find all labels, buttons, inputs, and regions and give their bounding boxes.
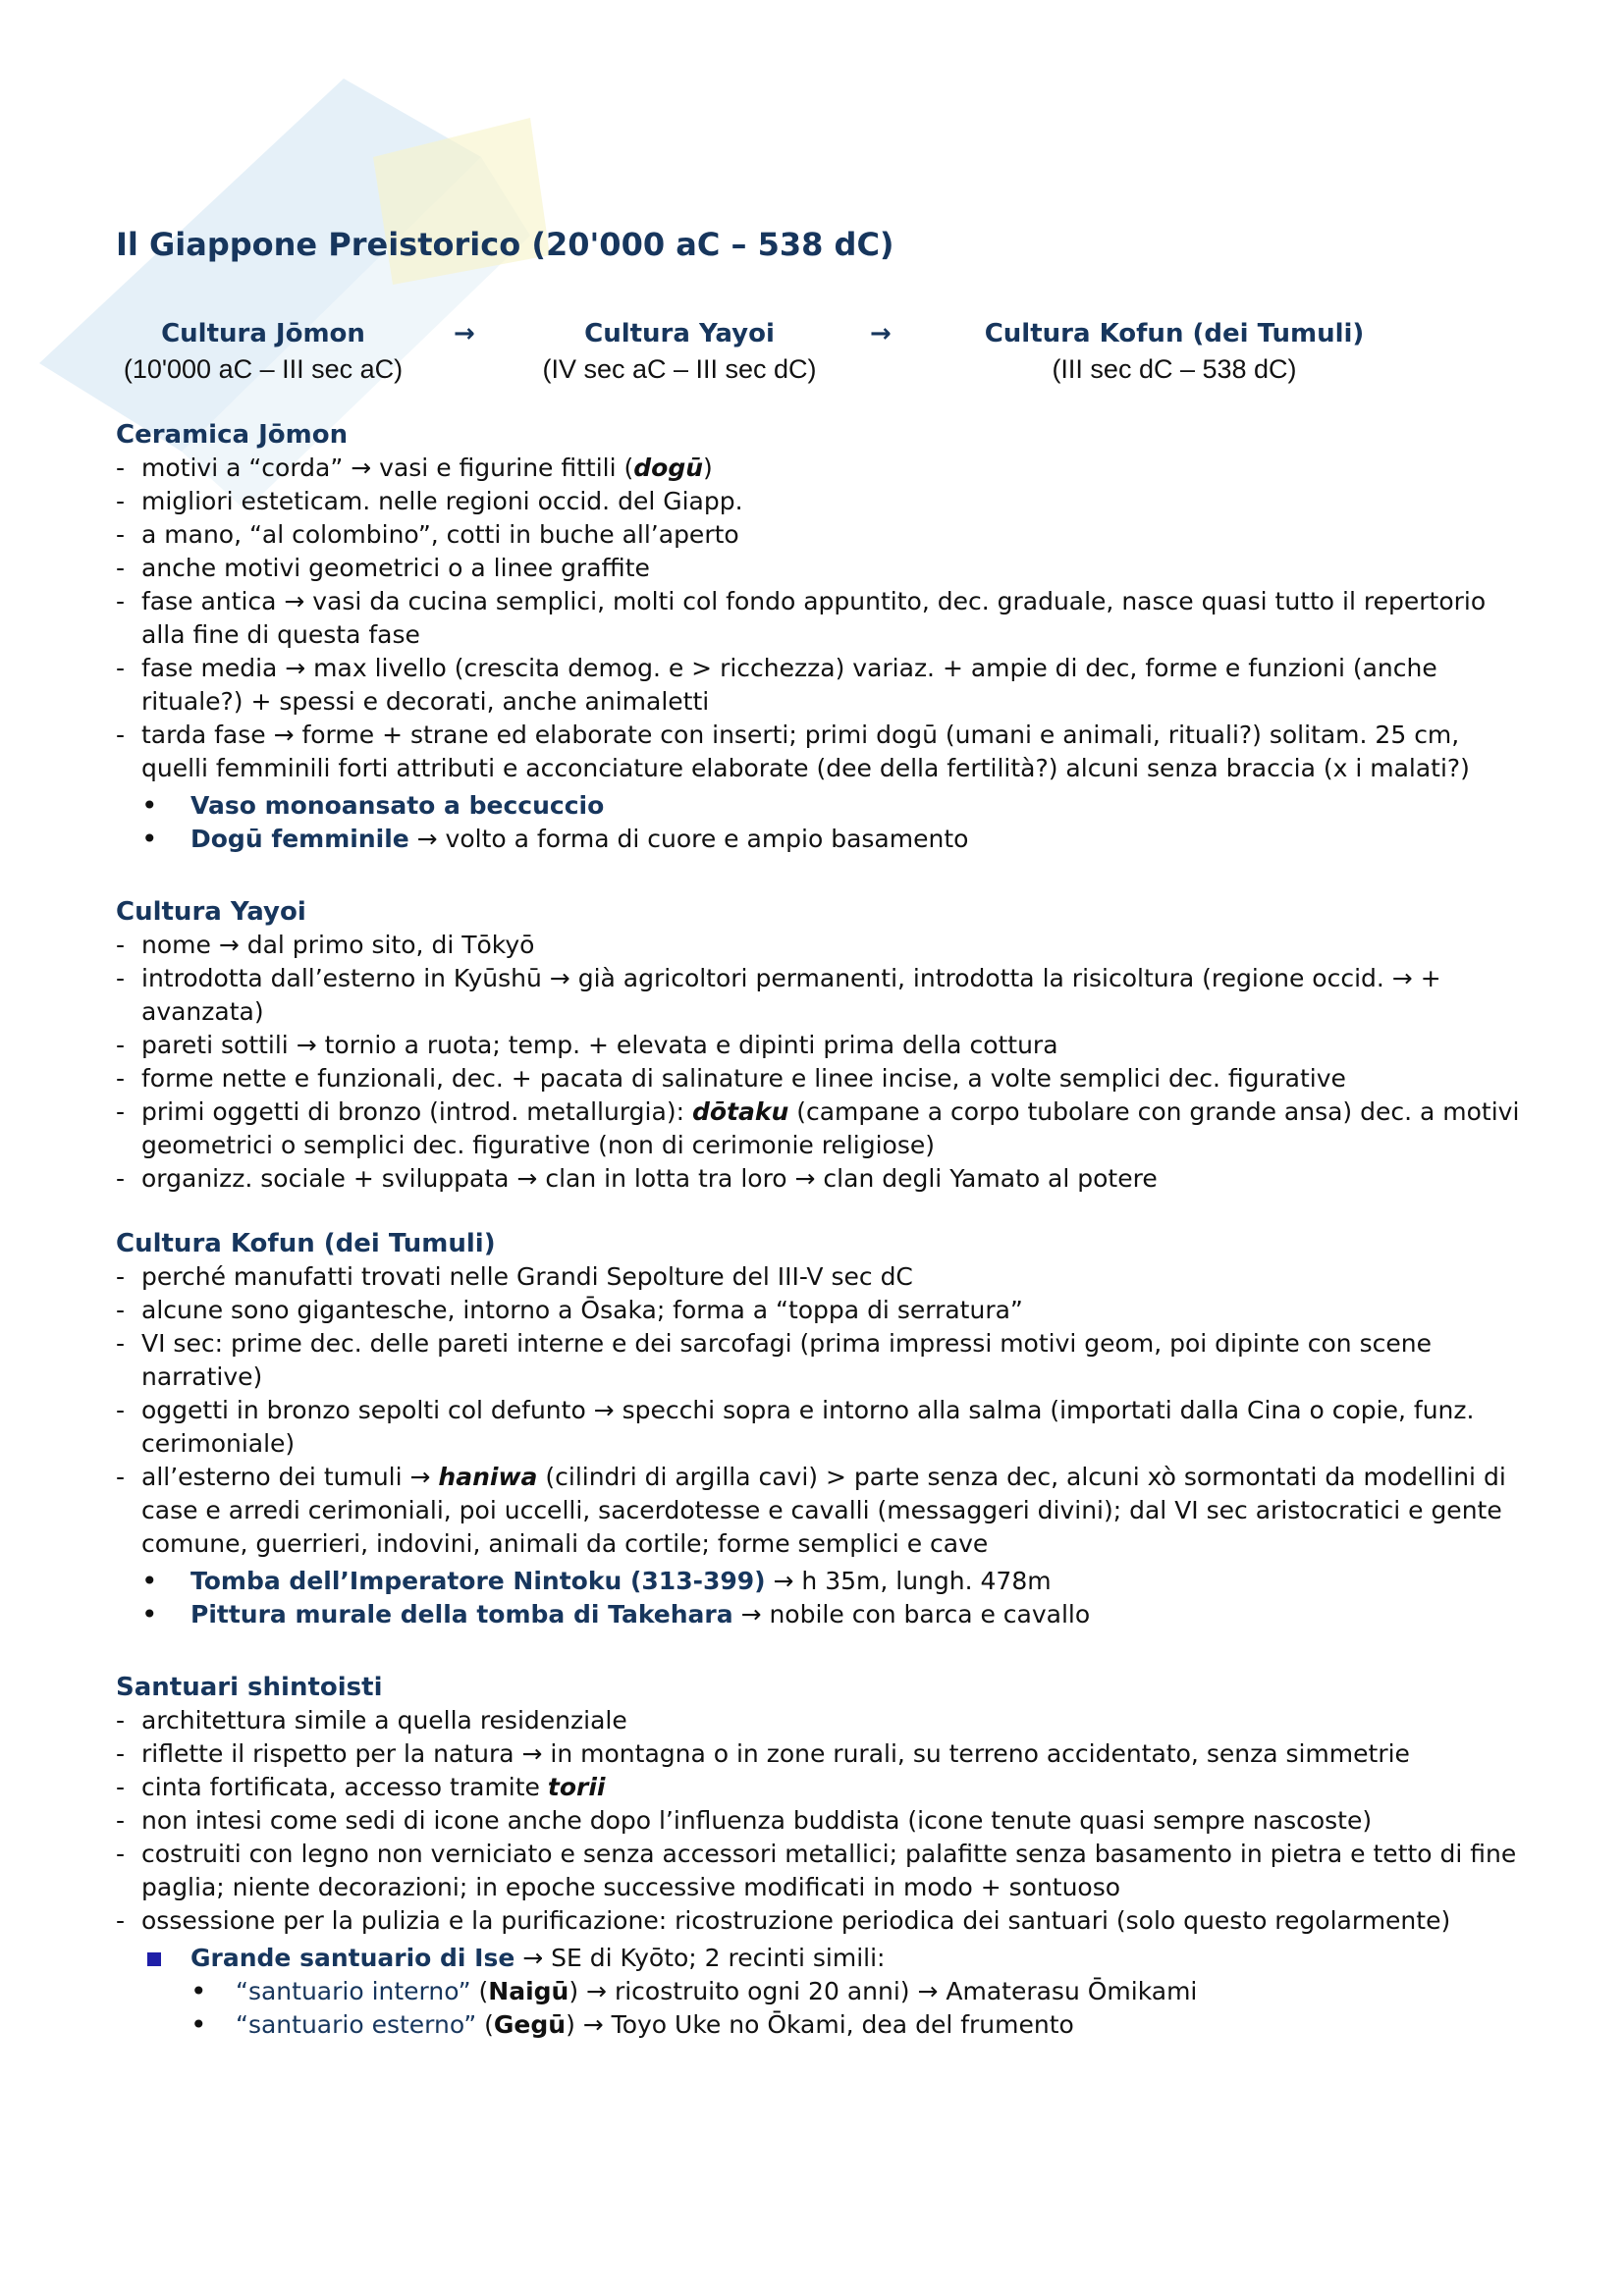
timeline-name: Cultura Jōmon — [161, 319, 365, 348]
list-item: - organizz. sociale + sviluppata → clan in lotta tra loro → clan degli Yamato al potere — [116, 1162, 1530, 1196]
list-item: • “santuario esterno” (Gegū) → Toyo Uke no Ōkami, dea del frumento — [190, 2008, 1530, 2042]
list-item: • Vaso monoansato a beccuccio — [116, 789, 1530, 823]
timeline-range: (III sec dC – 538 dC) — [1052, 354, 1297, 384]
list-item: - a mano, “al colombino”, cotti in buche all’aperto — [116, 518, 1530, 552]
kofun-list — [116, 1260, 1530, 1561]
list-item: - anche motivi geometrici o a linee graffite — [116, 552, 1530, 585]
list-item: - pareti sottili → tornio a ruota; temp. + elevata e dipinti prima della cottura — [116, 1029, 1530, 1062]
list-item: - motivi a “corda” → vasi e figurine fittili (dogū) — [116, 452, 1530, 485]
yayoi-list — [116, 929, 1530, 1196]
list-item: - non intesi come sedi di icone anche dopo l’influenza buddista (icone tenute quasi sempre nascoste) — [116, 1804, 1530, 1838]
list-item: - migliori esteticam. nelle regioni occid. del Giapp. — [116, 485, 1530, 518]
list-item: - oggetti in bronzo sepolti col defunto → specchi sopra e intorno alla salma (importati dalla Cina o copie, funz. cerimoniale) — [116, 1394, 1530, 1461]
section-title: Santuari shintoisti — [116, 1673, 383, 1702]
list-item: - cinta fortificata, accesso tramite torii — [116, 1771, 1530, 1804]
section-kofun — [116, 1227, 1530, 1631]
list-item: - tarda fase → forme + strane ed elaborate con inserti; primi dogū (umani e animali, rituali?) solitam. 25 cm, quelli femminili forti attributi e acconciature elaborate (dee della fertilità?) alcuni senza braccia (x i malati?) — [116, 719, 1530, 785]
section-title: Cultura Yayoi — [116, 897, 306, 927]
timeline-name: Cultura Yayoi — [584, 319, 775, 348]
section-shinto — [116, 1671, 1530, 2042]
jomon-list — [116, 452, 1530, 785]
list-item: - VI sec: prime dec. delle pareti interne e dei sarcofagi (prima impressi motivi geom, poi dipinte con scene narrative) — [116, 1327, 1530, 1394]
list-item: - ossessione per la pulizia e la purificazione: ricostruzione periodica dei santuari (solo questo regolarmente) — [116, 1904, 1530, 1938]
page-title: Il Giappone Preistorico (20'000 aC – 538 dC) — [116, 226, 894, 263]
timeline-range: (IV sec aC – III sec dC) — [542, 354, 817, 384]
timeline-yayoi — [532, 316, 827, 387]
section-yayoi — [116, 895, 1530, 1196]
list-item: • “santuario interno” (Naigū) → ricostruito ogni 20 anni) → Amaterasu Ōmikami — [190, 1975, 1530, 2008]
timeline-kofun — [958, 316, 1390, 387]
list-item: - architettura simile a quella residenziale — [116, 1704, 1530, 1737]
list-item: - forme nette e funzionali, dec. + pacata di salinature e linee incise, a volte semplici dec. figurative — [116, 1062, 1530, 1095]
list-item: - nome → dal primo sito, di Tōkyō — [116, 929, 1530, 962]
list-item: - perché manufatti trovati nelle Grandi Sepolture del III-V sec dC — [116, 1260, 1530, 1294]
list-item: - introdotta dall’esterno in Kyūshū → già agricoltori permanenti, introdotta la risicoltura (regione occid. → + avanzata) — [116, 962, 1530, 1029]
list-item: • Tomba dell’Imperatore Nintoku (313-399) → h 35m, lungh. 478m — [116, 1565, 1530, 1598]
arrow-icon: → — [870, 319, 892, 348]
section-jomon — [116, 418, 1530, 856]
jomon-bullets — [116, 789, 1530, 856]
list-item: - costruiti con legno non verniciato e senza accessori metallici; palafitte senza basamento in pietra e tetto di fine paglia; niente decorazioni; in epoche successive modificati in modo + sontuoso — [116, 1838, 1530, 1904]
list-item: - primi oggetti di bronzo (introd. metallurgia): dōtaku (campane a corpo tubolare con grande ansa) dec. a motivi geometrici o semplici dec. figurative (non di cerimonie religiose) — [116, 1095, 1530, 1162]
list-item: - riflette il rispetto per la natura → in montagna o in zone rurali, su terreno accidentato, senza simmetrie — [116, 1737, 1530, 1771]
list-item: - alcune sono gigantesche, intorno a Ōsaka; forma a “toppa di serratura” — [116, 1294, 1530, 1327]
list-item: Grande santuario di Ise → SE di Kyōto; 2 recinti simili: • “santuario interno” (Naigū) → ricostruito ogni 20 anni) → Amaterasu Ōmikami • “santuario esterno” (Gegū) → Toyo Uke no Ōkami, dea del frumento — [116, 1942, 1530, 2042]
list-item: • Dogū femminile → volto a forma di cuore e ampio basamento — [116, 823, 1530, 856]
arrow-icon: → — [454, 319, 475, 348]
timeline-jomon — [116, 316, 410, 387]
shinto-list — [116, 1704, 1530, 1938]
timeline-name: Cultura Kofun (dei Tumuli) — [984, 319, 1365, 348]
list-item: • Pittura murale della tomba di Takehara → nobile con barca e cavallo — [116, 1598, 1530, 1631]
section-title: Cultura Kofun (dei Tumuli) — [116, 1229, 496, 1258]
ise-list — [116, 1942, 1530, 2042]
kofun-bullets — [116, 1565, 1530, 1631]
list-item: - fase antica → vasi da cucina semplici, molti col fondo appuntito, dec. graduale, nasce quasi tutto il repertorio alla fine di questa fase — [116, 585, 1530, 652]
square-bullet-icon — [147, 1952, 161, 1966]
ise-sub-list — [190, 1975, 1530, 2042]
culture-timeline — [116, 316, 1530, 389]
timeline-range: (10'000 aC – III sec aC) — [123, 354, 404, 384]
list-item: - fase media → max livello (crescita demog. e > ricchezza) variaz. + ampie di dec, forme e funzioni (anche rituale?) + spessi e decorati, anche animaletti — [116, 652, 1530, 719]
section-title: Ceramica Jōmon — [116, 420, 349, 450]
list-item: - all’esterno dei tumuli → haniwa (cilindri di argilla cavi) > parte senza dec, alcuni xò sormontati da modellini di case e arredi cerimoniali, poi uccelli, sacerdotesse e cavalli (messaggeri divini); dal VI sec aristocratici e gente comune, guerrieri, indovini, animali da cortile; forme semplici e cave — [116, 1461, 1530, 1561]
